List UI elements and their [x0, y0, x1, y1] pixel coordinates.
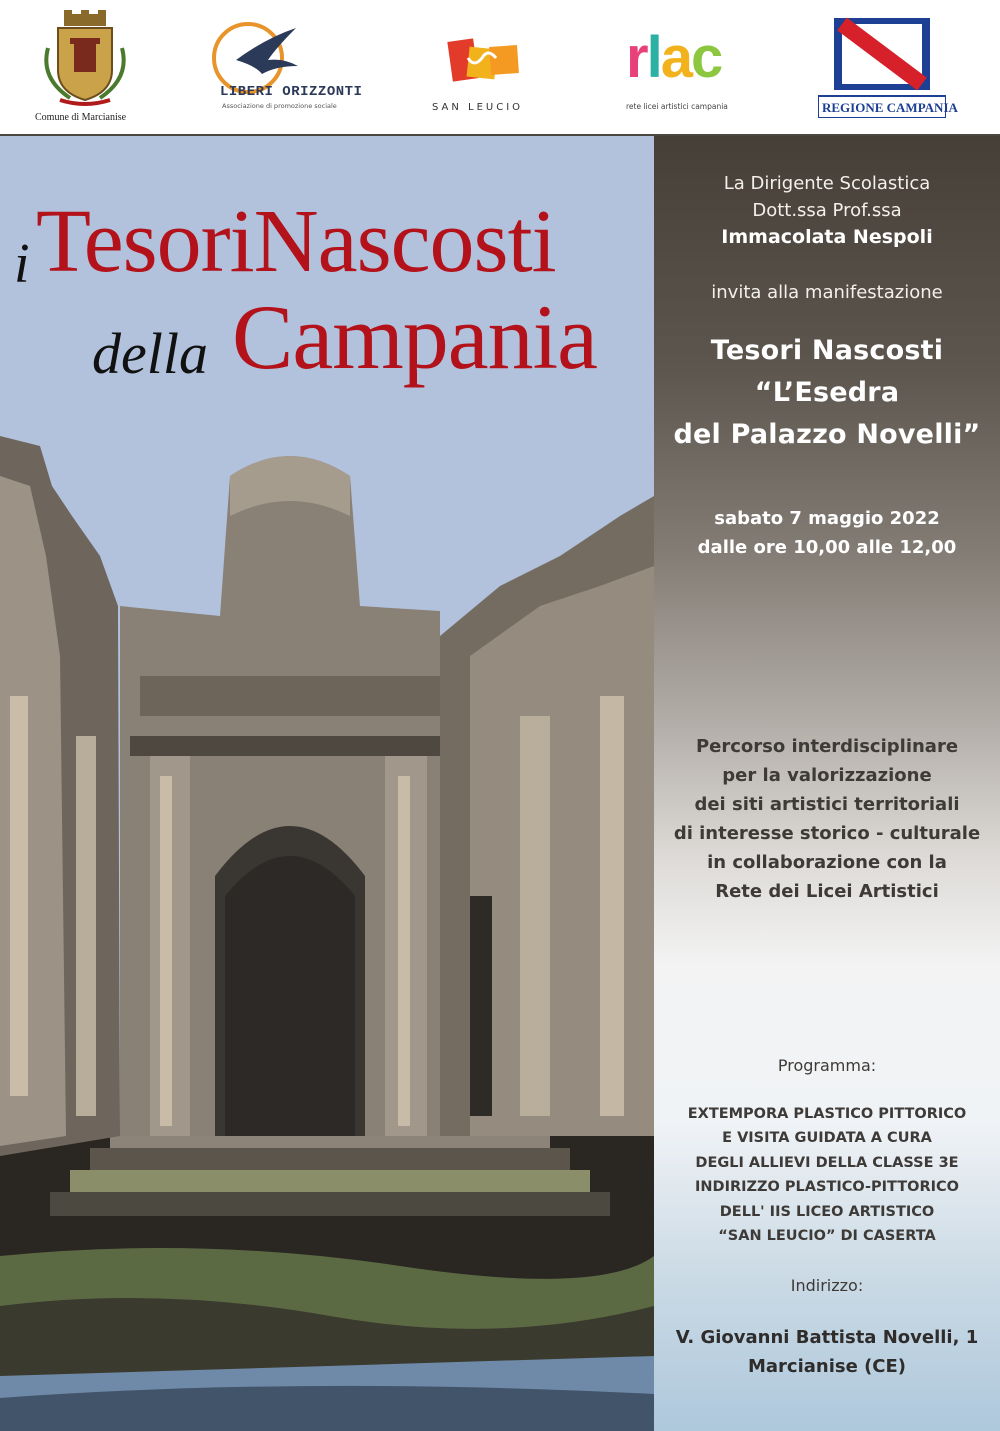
regione-campania-logo: [818, 8, 958, 128]
rete-licei-title: rlac: [626, 25, 722, 90]
invite-text: invita alla manifestazione: [711, 282, 943, 303]
program-line-6: “SAN LEUCIO” DI CASERTA: [718, 1228, 936, 1244]
liberi-orizzonti-caption: Associazione di promozione sociale: [222, 102, 337, 110]
crest-icon: [30, 8, 140, 108]
rete-licei-caption: rete licei artistici campania: [626, 102, 728, 111]
description-line-1: Percorso interdisciplinare: [695, 736, 959, 757]
role-line-1: La Dirigente Scolastica: [723, 173, 931, 194]
logo-bar: [0, 0, 1000, 134]
program-line-1: EXTEMPORA PLASTICO PITTORICO: [687, 1106, 967, 1122]
address-line-1: V. Giovanni Battista Novelli, 1: [675, 1327, 979, 1348]
date-line: sabato 7 maggio 2022: [714, 508, 940, 529]
comune-caption: Comune di Marcianise: [35, 112, 127, 123]
title-word-della: della: [92, 321, 208, 386]
description-line-3: dei siti artistici territoriali: [694, 794, 960, 815]
san-leucio-logo: [428, 8, 548, 128]
regione-caption: REGIONE CAMPANIA: [822, 100, 958, 115]
event-title-line-3: del Palazzo Novelli”: [673, 419, 981, 450]
program-line-4: INDIRIZZO PLASTICO-PITTORICO: [695, 1179, 959, 1195]
time-line: dalle ore 10,00 alle 12,00: [697, 537, 957, 558]
rete-licei-logo: [620, 8, 750, 128]
program-line-3: DEGLI ALLIEVI DELLA CLASSE 3E: [695, 1155, 959, 1171]
description-line-2: per la valorizzazione: [722, 765, 932, 786]
info-panel: [654, 136, 1000, 1431]
title-word-i: i: [14, 233, 30, 295]
comune-marcianise-logo: [30, 8, 140, 128]
program-label: Programma:: [777, 1056, 877, 1075]
program-line-5: DELL' IIS LICEO ARTISTICO: [719, 1204, 935, 1220]
san-leucio-title: SAN LEUCIO: [432, 102, 524, 113]
description-line-5: in collaborazione con la: [707, 852, 947, 873]
poster-image: [0, 136, 654, 1431]
address-label: Indirizzo:: [790, 1276, 864, 1295]
title-tesori-nascosti: TesoriNascosti: [36, 192, 556, 291]
event-title-line-1: Tesori Nascosti: [710, 335, 944, 366]
liberi-orizzonti-title: LIBERI ORIZZONTI: [220, 84, 363, 100]
address-line-2: Marcianise (CE): [747, 1356, 907, 1377]
program-line-2: E VISITA GUIDATA A CURA: [722, 1130, 932, 1146]
title-campania: Campania: [232, 286, 597, 388]
person-name: Immacolata Nespoli: [721, 226, 933, 248]
san-leucio-mark-icon: [428, 8, 548, 104]
event-title-line-2: “L’Esedra: [754, 377, 900, 408]
description-line-6: Rete dei Licei Artistici: [715, 881, 939, 902]
liberi-orizzonti-logo: [206, 8, 363, 128]
role-line-2: Dott.ssa Prof.ssa: [752, 200, 902, 221]
description-line-4: di interesse storico - culturale: [673, 823, 981, 844]
